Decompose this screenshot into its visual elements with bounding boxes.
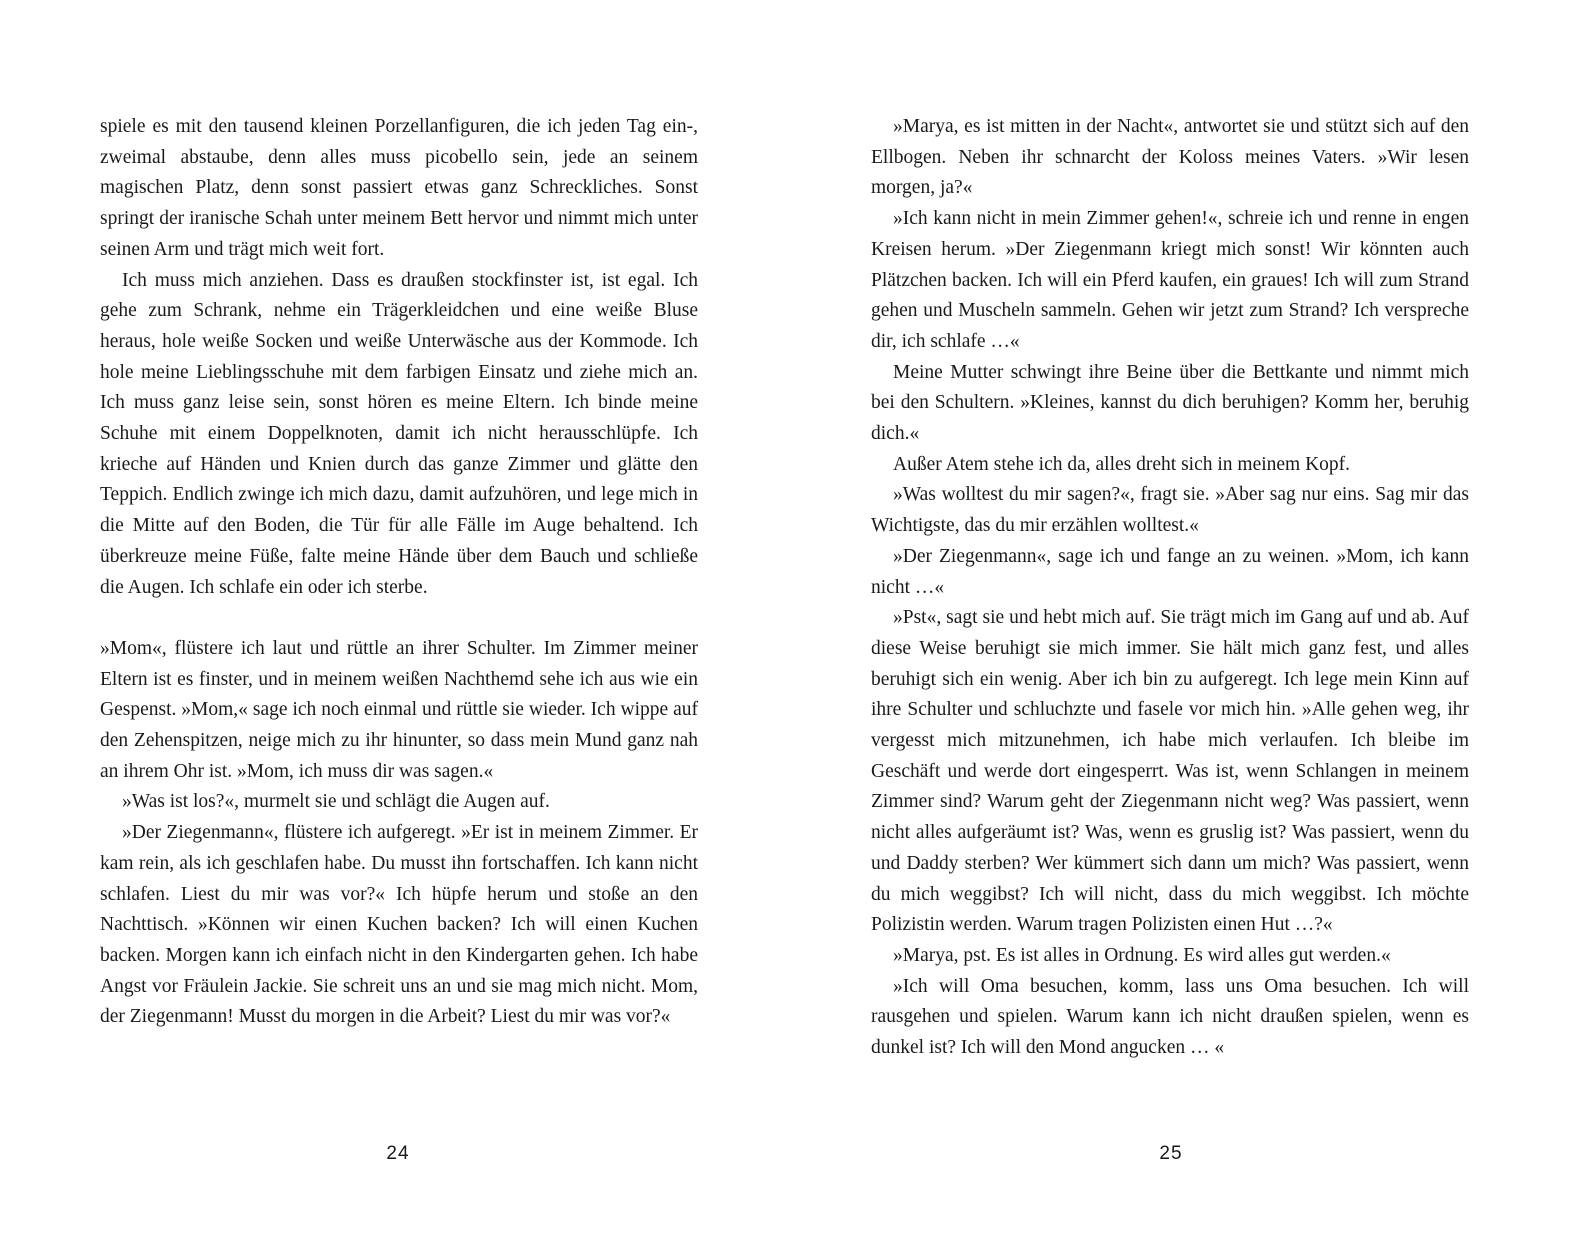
paragraph: spiele es mit den tausend kleinen Porzellanfiguren, die ich jeden Tag ein-, zweimal abstaube, denn alles muss picobello sein, jede an seinem magischen Platz, denn sonst passiert etwas ganz Schreckliches. Sonst springt der iranische Schah unter meinem Bett hervor und nimmt mich unter seinen Arm und trägt mich weit fort. (100, 116, 698, 260)
paragraph: »Der Ziegenmann«, flüstere ich aufgeregt. »Er ist in meinem Zimmer. Er kam rein, als ich geschlafen habe. Du musst ihn fortschaffen. Ich kann nicht schlafen. Liest du mir was vor?« Ich hüpfe herum und stoße an den Nachttisch. »Können wir einen Kuchen backen? Ich will einen Kuchen backen. Morgen kann ich einfach nicht in den Kindergarten gehen. Ich habe Angst vor Fräulein Jackie. Sie schreit uns an und sie mag mich nicht. Mom, der Ziegenmann! Musst du morgen in die Arbeit? Liest du mir was vor?« (100, 822, 698, 1028)
right-page (797, 0, 1594, 1240)
right-page-body-text (871, 112, 1469, 1064)
left-page-body-text (100, 112, 698, 1033)
page-number-right: 25 (1159, 1143, 1183, 1164)
paragraph: »Was ist los?«, murmelt sie und schlägt die Augen auf. (122, 791, 550, 813)
paragraph: »Was wolltest du mir sagen?«, fragt sie. »Aber sag nur eins. Sag mir das Wichtigste, das du mir erzählen wolltest.« (871, 484, 1469, 537)
paragraph: »Der Ziegenmann«, sage ich und fange an zu weinen. »Mom, ich kann nicht …« (871, 545, 1469, 598)
paragraph: »Marya, pst. Es ist alles in Ordnung. Es wird alles gut werden.« (893, 944, 1391, 966)
page-number-left: 24 (386, 1143, 410, 1164)
paragraph: Außer Atem stehe ich da, alles dreht sich in meinem Kopf. (893, 453, 1351, 475)
paragraph: Ich muss mich anziehen. Dass es draußen stockfinster ist, ist egal. Ich gehe zum Schrank, nehme ein Trägerkleidchen und eine weiße Bluse heraus, hole weiße Socken und weiße Unterwäsche aus der Kommode. Ich hole meine Lieblingsschuhe mit dem farbigen Einsatz und ziehe mich an. Ich muss ganz leise sein, sonst hören es meine Eltern. Ich binde meine Schuhe mit einem Doppelknoten, damit ich nicht herausschlüpfe. Ich krieche auf Händen und Knien durch das ganze Zimmer und glätte den Teppich. Endlich zwinge ich mich dazu, damit aufzuhören, und lege mich in die Mitte auf den Boden, die Tür für alle Fälle im Auge behaltend. Ich überkreuze meine Füße, falte meine Hände über dem Bauch und schließe die Augen. Ich schlafe ein oder ich sterbe. (100, 269, 698, 598)
paragraph: »Ich will Oma besuchen, komm, lass uns Oma besuchen. Ich will rausgehen und spielen. Warum kann ich nicht draußen spielen, wenn es dunkel ist? Ich will den Mond angucken … « (871, 975, 1469, 1059)
paragraph: »Ich kann nicht in mein Zimmer gehen!«, schreie ich und renne in engen Kreisen herum. »Der Ziegenmann kriegt mich sonst! Wir könnten auch Plätzchen backen. Ich will ein Pferd kaufen, ein graues! Ich will zum Strand gehen und Muscheln sammeln. Gehen wir jetzt zum Strand? Ich verspreche dir, ich schlafe …« (871, 208, 1469, 352)
paragraph: »Pst«, sagt sie und hebt mich auf. Sie trägt mich im Gang auf und ab. Auf diese Weise beruhigt sie mich immer. Sie hält mich ganz fest, und alles beruhigt sich ein wenig. Aber ich bin zu aufgeregt. Ich lege mein Kinn auf ihre Schulter und schluchzte und fasele vor mich hin. »Alle gehen weg, ihr vergesst mich mitzunehmen, ich habe mich verlaufen. Ich bleibe im Geschäft und werde dort eingesperrt. Was ist, wenn Schlangen in meinem Zimmer sind? Warum geht der Ziegenmann nicht weg? Was passiert, wenn nicht alles aufgeräumt ist? Was, wenn es gruslig ist? Was passiert, wenn du und Daddy sterben? Wer kümmert sich dann um mich? Was passiert, wenn du mich weggibst? Ich will nicht, dass du mich weggibst. Ich möchte Polizistin werden. Warum tragen Polizisten einen Hut …?« (871, 607, 1469, 936)
paragraph: Meine Mutter schwingt ihre Beine über die Bettkante und nimmt mich bei den Schultern. »Kleines, kannst du dich beruhigen? Komm her, beruhig dich.« (871, 361, 1469, 445)
paragraph: »Mom«, flüstere ich laut und rüttle an ihrer Schulter. Im Zimmer meiner Eltern ist es finster, und in meinem weißen Nachthemd sehe ich aus wie ein Gespenst. »Mom,« sage ich noch einmal und rüttle sie wieder. Ich wippe auf den Zehenspitzen, neige mich zu ihr hinunter, so dass mein Mund ganz nah an ihrem Ohr ist. »Mom, ich muss dir was sagen.« (100, 637, 698, 782)
paragraph: »Marya, es ist mitten in der Nacht«, antwortet sie und stützt sich auf den Ellbogen. Neben ihr schnarcht der Koloss meines Vaters. »Wir lesen morgen, ja?« (871, 116, 1469, 199)
